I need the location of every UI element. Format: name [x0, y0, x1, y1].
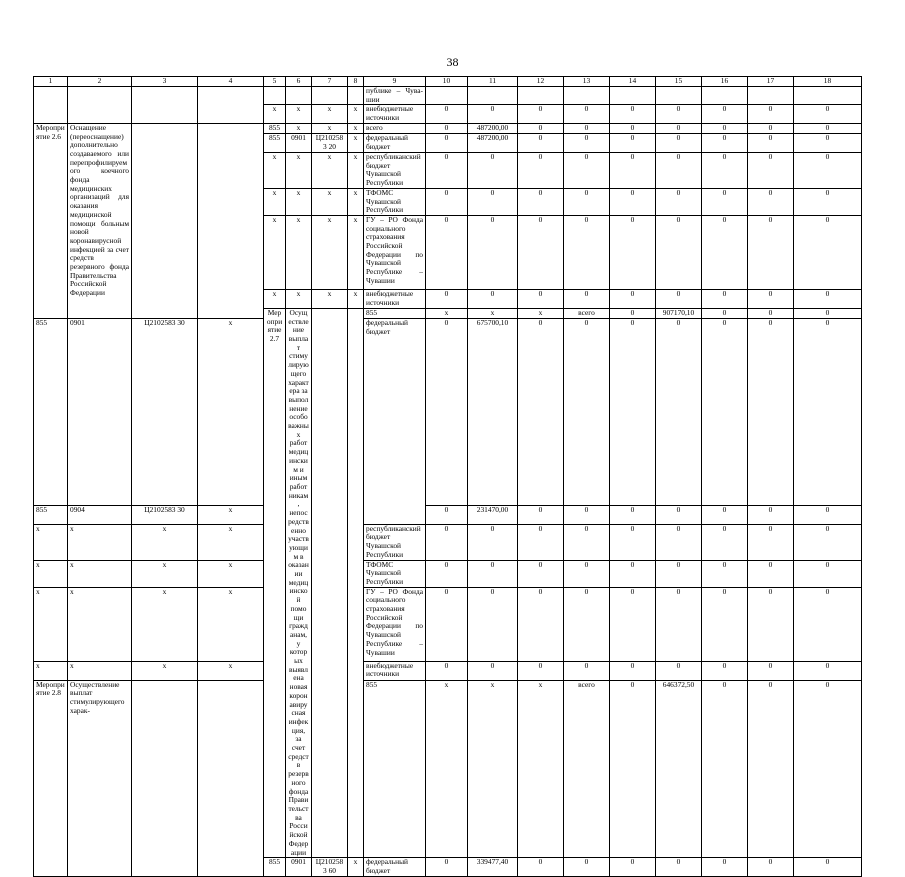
table-cell: 0 [518, 505, 564, 524]
table-cell: 0 [426, 123, 468, 133]
event-description-cell: x [68, 524, 132, 560]
table-cell: x [348, 858, 364, 877]
table-cell: 0 [610, 680, 656, 858]
table-cell: Осуществление выплат стимулирующего характера за выполнение особо важных работ медицинским и иным работникам, непосредственно участвующим в оказании медицинской помощи гражданам, у которых выявлена новая коронавирусная инфекция, за счет средств резервного фонда Правительства Российской Федерации [286, 308, 312, 857]
table-cell: 0 [468, 524, 518, 560]
table-cell: 0 [610, 133, 656, 152]
table-cell [610, 87, 656, 105]
table-cell: 0 [794, 123, 862, 133]
table-cell: 0 [564, 133, 610, 152]
table-cell: 675700,10 [468, 318, 518, 505]
table-cell: 0 [748, 560, 794, 587]
table-cell: x [348, 152, 364, 188]
table-cell: 0 [610, 123, 656, 133]
table-cell: x [312, 105, 348, 123]
table-cell: 907170,10 [656, 308, 702, 318]
table-cell: x [198, 318, 264, 505]
column-number-header: 4 [198, 77, 264, 87]
table-cell: x [286, 289, 312, 308]
header-row [34, 77, 862, 87]
table-cell: x [348, 105, 364, 123]
table-cell [198, 87, 264, 124]
event-name-cell: x [34, 560, 68, 587]
table-cell: 0 [610, 560, 656, 587]
table-row [34, 560, 862, 587]
column-number-header: 14 [610, 77, 656, 87]
table-cell: 0 [518, 289, 564, 308]
table-cell: x [264, 105, 286, 123]
table-cell: x [132, 661, 198, 680]
table-cell: x [348, 188, 364, 215]
table-cell: 0 [518, 215, 564, 289]
table-cell: Ц2102583 60 [312, 858, 348, 877]
table-row [34, 318, 862, 505]
table-cell: 0 [426, 133, 468, 152]
table-cell: 0 [794, 680, 862, 858]
funding-source-cell: 855 [364, 308, 426, 318]
funding-source-cell: федеральный бюджет [364, 318, 426, 524]
event-name-cell: Мероприятие 2.6 [34, 123, 68, 318]
table-cell: 0 [518, 188, 564, 215]
table-cell: 0 [656, 289, 702, 308]
table-cell: 0 [656, 318, 702, 505]
table-cell: 0 [794, 661, 862, 680]
table-cell: x [312, 188, 348, 215]
column-number-header: 1 [34, 77, 68, 87]
table-cell: 0 [656, 661, 702, 680]
table-cell: 0 [610, 587, 656, 661]
table-cell: x [264, 188, 286, 215]
table-cell: всего [564, 680, 610, 858]
table-cell: 0 [748, 105, 794, 123]
table-cell: x [198, 587, 264, 661]
table-cell: 0 [702, 123, 748, 133]
table-cell: 0 [794, 318, 862, 505]
table-cell: 0 [564, 152, 610, 188]
funding-source-cell: внебюджетные источники [364, 105, 426, 123]
table-cell: 0 [702, 289, 748, 308]
table-cell: 0 [426, 152, 468, 188]
table-cell: 0 [794, 152, 862, 188]
table-cell: 0 [518, 105, 564, 123]
table-cell: 0 [702, 188, 748, 215]
event-name-cell: x [34, 587, 68, 661]
table-cell [286, 87, 312, 105]
table-cell: x [312, 123, 348, 133]
table-cell: 339477,40 [468, 858, 518, 877]
table-cell [564, 87, 610, 105]
column-number-header: 6 [286, 77, 312, 87]
table-cell: 0 [564, 215, 610, 289]
table-cell: 487200,00 [468, 133, 518, 152]
table-cell: 0 [748, 152, 794, 188]
table-cell: 646372,50 [656, 680, 702, 858]
table-cell: x [312, 289, 348, 308]
table-cell [198, 123, 264, 318]
table-cell: 0 [702, 680, 748, 858]
event-description-cell: x [68, 587, 132, 661]
event-description-cell: x [68, 560, 132, 587]
table-row [34, 505, 862, 524]
table-cell: 0 [656, 505, 702, 524]
table-cell: x [348, 133, 364, 152]
column-number-header: 17 [748, 77, 794, 87]
event-description-cell: Оснащение (переоснащение) дополнительно создаваемого или перепрофилируемого коечного фонда медицинских организаций для оказания медицинской помощи больным новой коронавирусной инфекцией за счет средств резервного фонда Правительства Российской Федерации [68, 123, 132, 318]
table-cell: 0 [794, 308, 862, 318]
table-cell: 0 [610, 289, 656, 308]
table-cell: x [518, 680, 564, 858]
table-cell: 0 [518, 318, 564, 505]
table-cell [132, 680, 198, 877]
table-cell: всего [564, 308, 610, 318]
table-cell: 0 [610, 318, 656, 505]
table-cell: 0 [426, 661, 468, 680]
table-cell: 0 [748, 215, 794, 289]
table-cell: 0 [564, 289, 610, 308]
table-row [34, 661, 862, 680]
table-cell: 0 [656, 152, 702, 188]
event-name-cell: 855 [34, 318, 68, 505]
table-cell: 855 [264, 133, 286, 152]
table-cell: 0 [468, 560, 518, 587]
event-description-cell: x [68, 661, 132, 680]
table-cell: 0 [748, 188, 794, 215]
table-cell [264, 87, 286, 105]
column-number-header: 18 [794, 77, 862, 87]
table-cell: 0 [610, 505, 656, 524]
funding-source-cell: 855 [364, 680, 426, 858]
table-cell: 0 [426, 289, 468, 308]
table-cell: 0 [426, 105, 468, 123]
column-number-header: 16 [702, 77, 748, 87]
event-description-cell: 0904 [68, 505, 132, 524]
table-cell: 0 [426, 318, 468, 505]
table-cell: 0 [468, 105, 518, 123]
table-cell: 0 [610, 858, 656, 877]
table-cell: 0 [702, 587, 748, 661]
table-cell: 0901 [286, 858, 312, 877]
table-cell: 0 [564, 123, 610, 133]
funding-source-cell: публике – Чува-шии [364, 87, 426, 105]
table-cell: x [468, 680, 518, 858]
table-cell: 0 [794, 133, 862, 152]
table-cell: 0 [610, 105, 656, 123]
event-name-cell: 855 [34, 505, 68, 524]
table-cell: 0 [656, 105, 702, 123]
table-row [34, 587, 862, 661]
table-cell: x [468, 308, 518, 318]
table-cell: 0 [656, 123, 702, 133]
table-cell [748, 87, 794, 105]
table-cell [794, 87, 862, 105]
table-cell: Ц2102583 30 [132, 318, 198, 505]
table-cell: x [198, 505, 264, 524]
table-cell: 0 [702, 215, 748, 289]
table-cell: x [198, 661, 264, 680]
table-cell: 0 [468, 661, 518, 680]
table-cell: 0 [702, 308, 748, 318]
table-cell: 231470,00 [468, 505, 518, 524]
funding-source-cell: всего [364, 123, 426, 133]
table-cell: 0 [702, 133, 748, 152]
event-name-cell: Мероприятие 2.8 [34, 680, 68, 877]
event-name-cell: x [34, 524, 68, 560]
table-cell: 0 [610, 308, 656, 318]
table-cell [518, 87, 564, 105]
funding-source-cell: республиканский бюджет Чувашской Республики [364, 152, 426, 188]
table-cell: 0 [794, 524, 862, 560]
table-cell: 0 [426, 560, 468, 587]
table-row [34, 123, 862, 133]
table-cell: 0 [564, 560, 610, 587]
table-cell: 0 [426, 524, 468, 560]
table-cell: 0 [748, 587, 794, 661]
column-number-header: 5 [264, 77, 286, 87]
table-cell: 0 [564, 505, 610, 524]
table-cell: 0 [564, 858, 610, 877]
table-cell: 0 [518, 587, 564, 661]
table-cell: 0 [794, 188, 862, 215]
table-cell: 0 [748, 133, 794, 152]
table-cell: 0 [564, 524, 610, 560]
column-number-header: 15 [656, 77, 702, 87]
table-cell: x [198, 524, 264, 560]
funding-source-cell: республиканский бюджет Чувашской Республики [364, 524, 426, 560]
table-cell: 0 [702, 152, 748, 188]
table-cell: x [132, 587, 198, 661]
table-cell: 0901 [286, 133, 312, 152]
funding-source-cell: ГУ – РО Фонда социального страхования Российской Федерации по Чувашской Республике – Чувашии [364, 587, 426, 661]
event-name-cell: x [34, 661, 68, 680]
funding-source-cell: внебюджетные источники [364, 661, 426, 680]
table-cell: 0 [426, 505, 468, 524]
table-cell: 0 [610, 524, 656, 560]
column-number-header: 12 [518, 77, 564, 87]
table-cell [468, 87, 518, 105]
page-number: 38 [446, 55, 459, 69]
table-cell: 0 [794, 105, 862, 123]
table-cell: x [198, 560, 264, 587]
table-cell: 0 [656, 524, 702, 560]
table-cell: 0 [656, 215, 702, 289]
table-cell: 855 [264, 123, 286, 133]
table-cell: 0 [702, 560, 748, 587]
table-cell: 0 [656, 587, 702, 661]
table-cell: 0 [748, 661, 794, 680]
table-cell: 0 [748, 123, 794, 133]
table-cell: x [286, 105, 312, 123]
table-cell: x [348, 289, 364, 308]
table-cell: 0 [794, 587, 862, 661]
table-row [34, 524, 862, 560]
table-cell: 0 [468, 215, 518, 289]
table-cell: x [264, 152, 286, 188]
table-cell: 0 [518, 123, 564, 133]
table-cell: 0 [518, 152, 564, 188]
table-cell: 0 [564, 188, 610, 215]
table-cell: Ц2102583 30 [132, 505, 198, 524]
table-cell: 0 [748, 505, 794, 524]
event-description-cell: 0901 [68, 318, 132, 505]
funding-source-cell: ТФОМС Чувашской Республики [364, 560, 426, 587]
funding-source-cell: федеральный бюджет [364, 858, 426, 877]
table-cell: 0 [564, 661, 610, 680]
table-cell: 0 [702, 105, 748, 123]
table-cell [198, 680, 264, 877]
table-cell [426, 87, 468, 105]
table-cell: 0 [702, 524, 748, 560]
table-cell: 0 [794, 215, 862, 289]
table-cell: 0 [518, 560, 564, 587]
table-cell: 0 [794, 289, 862, 308]
table-cell: 0 [748, 680, 794, 858]
table-cell: 0 [656, 560, 702, 587]
table-cell: 0 [610, 152, 656, 188]
table-row [34, 87, 862, 105]
table-cell: x [286, 152, 312, 188]
table-cell: 487200,00 [468, 123, 518, 133]
table-cell: 0 [610, 215, 656, 289]
table-cell: 0 [656, 858, 702, 877]
table-cell: x [426, 308, 468, 318]
table-cell: x [312, 152, 348, 188]
table-cell: 0 [610, 661, 656, 680]
column-number-header: 13 [564, 77, 610, 87]
table-cell: 0 [610, 188, 656, 215]
table-cell: 0 [748, 289, 794, 308]
table-cell: Ц2102583 20 [312, 133, 348, 152]
table-cell: 0 [656, 133, 702, 152]
table-cell [348, 308, 364, 857]
funding-source-cell: ТФОМС Чувашской Республики [364, 188, 426, 215]
budget-table [33, 76, 862, 877]
table-row [34, 680, 862, 858]
table-cell [348, 87, 364, 105]
table-cell: 0 [702, 858, 748, 877]
table-cell [312, 308, 348, 857]
table-cell [312, 87, 348, 105]
table-cell: x [312, 215, 348, 289]
table-cell: 0 [748, 308, 794, 318]
table-cell: 0 [794, 505, 862, 524]
event-description-cell [68, 87, 132, 124]
table-cell: x [132, 524, 198, 560]
table-cell: x [132, 560, 198, 587]
table-cell: 0 [748, 318, 794, 505]
table-cell: x [348, 123, 364, 133]
table-cell: x [286, 215, 312, 289]
table-cell: 0 [564, 318, 610, 505]
table-cell: 0 [564, 105, 610, 123]
column-number-header: 11 [468, 77, 518, 87]
table-cell: 0 [794, 858, 862, 877]
table-cell: 855 [264, 858, 286, 877]
table-cell: 0 [702, 505, 748, 524]
funding-source-cell: федеральный бюджет [364, 133, 426, 152]
column-number-header: 7 [312, 77, 348, 87]
table-cell: 0 [468, 289, 518, 308]
table-cell: 0 [468, 587, 518, 661]
table-cell [132, 87, 198, 124]
funding-source-cell: внебюджетные источники [364, 289, 426, 308]
table-cell [132, 123, 198, 318]
table-cell: 0 [518, 524, 564, 560]
table-cell: 0 [468, 188, 518, 215]
table-cell: 0 [748, 858, 794, 877]
table-cell: 0 [518, 661, 564, 680]
column-number-header: 10 [426, 77, 468, 87]
table-cell: 0 [468, 152, 518, 188]
table-cell [702, 87, 748, 105]
table-cell: 0 [794, 560, 862, 587]
table-cell: 0 [564, 587, 610, 661]
column-number-header: 9 [364, 77, 426, 87]
table-cell: 0 [656, 188, 702, 215]
table-cell: 0 [518, 858, 564, 877]
table-cell: 0 [748, 524, 794, 560]
column-number-header: 3 [132, 77, 198, 87]
event-name-cell [34, 87, 68, 124]
table-cell: 0 [426, 587, 468, 661]
table-cell: x [518, 308, 564, 318]
column-number-header: 2 [68, 77, 132, 87]
table-cell: 0 [426, 215, 468, 289]
table-cell: x [348, 215, 364, 289]
table-cell: x [426, 680, 468, 858]
table-cell: x [264, 289, 286, 308]
table-cell: 0 [426, 188, 468, 215]
table-cell [656, 87, 702, 105]
table-cell: 0 [426, 858, 468, 877]
table-cell: 0 [702, 318, 748, 505]
event-description-cell: Осуществление выплат стимулирующего харак- [68, 680, 132, 877]
table-cell: x [286, 123, 312, 133]
funding-source-cell: ГУ – РО Фонда социального страхования Российской Федерации по Чувашской Республике – Чувашии [364, 215, 426, 289]
table-cell: 0 [702, 661, 748, 680]
table-cell: Мероприятие 2.7 [264, 308, 286, 857]
table-cell: x [286, 188, 312, 215]
column-number-header: 8 [348, 77, 364, 87]
table-cell: 0 [518, 133, 564, 152]
table-cell: x [264, 215, 286, 289]
